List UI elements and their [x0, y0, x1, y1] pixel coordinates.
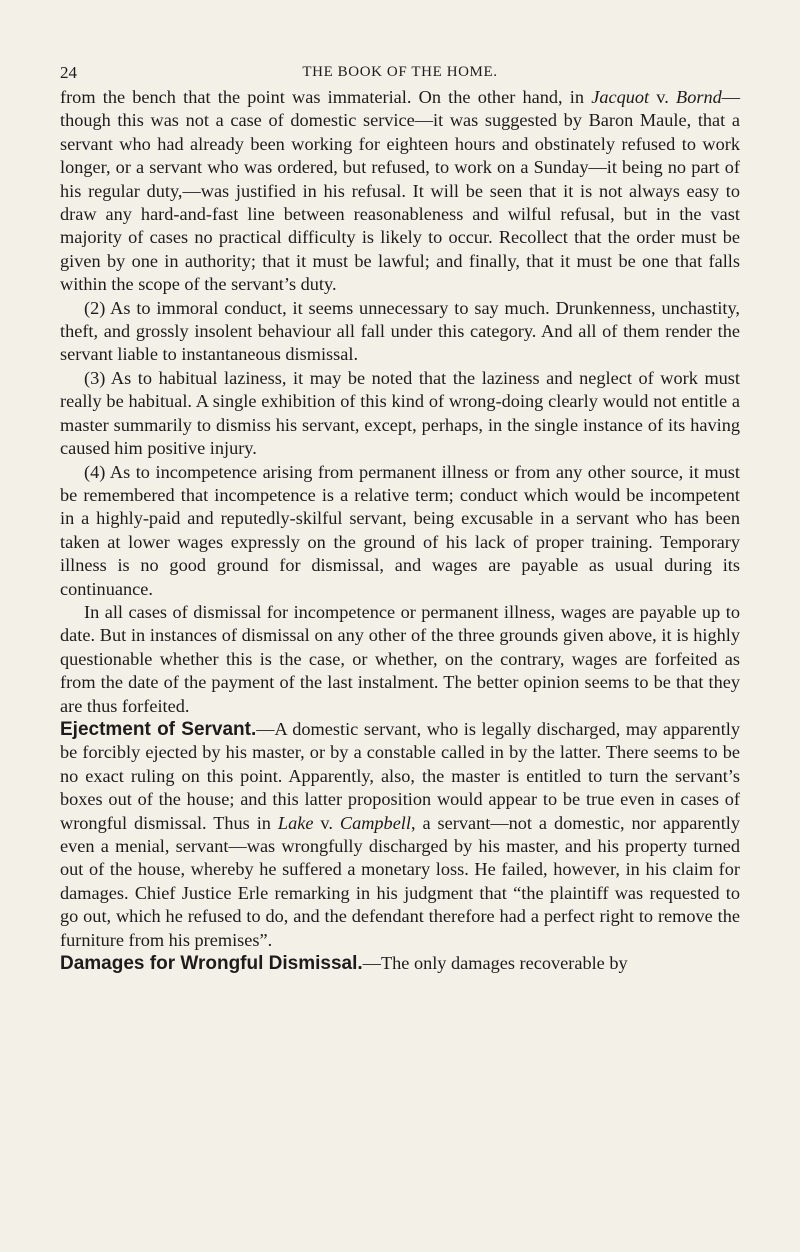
- running-head: THE BOOK OF THE HOME.: [302, 64, 498, 80]
- section-heading-damages: Damages for Wrongful Dismissal.: [60, 953, 363, 975]
- text-run: from the bench that the point was immaterial. On the other hand, in: [60, 87, 592, 107]
- paragraph-habitual-laziness: (3) As to habitual laziness, it may be noted that the laziness and neglect of work must really be habitual. A single exhibition of this kind of wrong-doing clearly would not entitle a master summarily to dismiss his servant, except, perhaps, in the single instance of its having caused him positive injury.: [60, 367, 740, 459]
- case-name: Lake: [277, 812, 314, 833]
- paragraph-wages-on-dismissal: In all cases of dismissal for incompetence or permanent illness, wages are payable up to date. But in instances of dismissal on any other of the three grounds given above, it is highly questionable whether this is the case, or whether, on the contrary, wages are forfeited as from the date of the payment of the last instalment. The better opinion seems to be that they are thus forfeited.: [60, 601, 740, 716]
- case-name: Bornd: [676, 87, 722, 107]
- page-header: [60, 0, 740, 86]
- case-name: Campbell: [339, 812, 411, 833]
- page-number: 24: [60, 63, 77, 82]
- text-run: v.: [649, 87, 677, 107]
- paragraph-damages: [60, 952, 740, 975]
- paragraph-ejectment: [60, 718, 740, 952]
- paragraph-1: [60, 86, 740, 297]
- paragraph-incompetence: (4) As to incompetence arising from permanent illness or from any other source, it must be remembered that incompetence is a relative term; conduct which would be incompetent in a highly-paid and reputedly-skilful servant, being excusable in a servant who has been taken at lower wages expressly on the ground of his lack of proper training. Temporary illness is no good ground for dismissal, and wages are payable as usual during its continuance.: [60, 461, 740, 599]
- paragraph-immoral-conduct: (2) As to immoral conduct, it seems unnecessary to say much. Drunkenness, unchastity, theft, and grossly insolent behaviour all fall under this category. And all of them render the servant liable to instantaneous dismissal.: [60, 297, 740, 365]
- case-name: Jacquot: [591, 87, 650, 107]
- text-run: —though this was not a case of domestic service—it was suggested by Baron Maule, that a servant who had already been working for eighteen hours and obstinately refused to work longer, or a servant who was ordered, but refused, to work on a Sunday—it being no part of his regular duty,—was justified in his refusal. It will be seen that it is not always easy to draw any hard-and-fast line between reasonableness and wilful refusal, but in the vast majority of cases no practical difficulty is likely to occur. Recollect that the order must be given by one in authority; that it must be lawful; and finally, that it must be one that falls within the scope of the servant’s duty.: [60, 87, 741, 295]
- body-text: [60, 86, 740, 975]
- text-run: —The only damages recoverable by: [362, 953, 628, 974]
- section-heading-ejectment: Ejectment of Servant.: [60, 718, 257, 740]
- text-run: —A domestic servant, who is legally discharged, may apparently be forcibly ejected by his master, or by a constable called in by the latter. There seems to be no exact ruling on this point. Apparently, also, the master is entitled to turn the servant’s boxes out of the house; and this latter proposition would appear to be true even in cases of wrongful dismissal. Thus in: [60, 718, 740, 833]
- text-run: v.: [313, 812, 340, 833]
- text-run: , a servant—not a domestic, nor apparently even a menial, servant—was wrongfully discharged by his master, and his property turned out of the house, whereby he suffered a monetary loss. He failed, however, in his claim for damages. Chief Justice Erle remarking in his judgment that “the plaintiff was requested to go out, which he refused to do, and the defendant therefore had a perfect right to remove the furniture from his premises”.: [60, 812, 740, 950]
